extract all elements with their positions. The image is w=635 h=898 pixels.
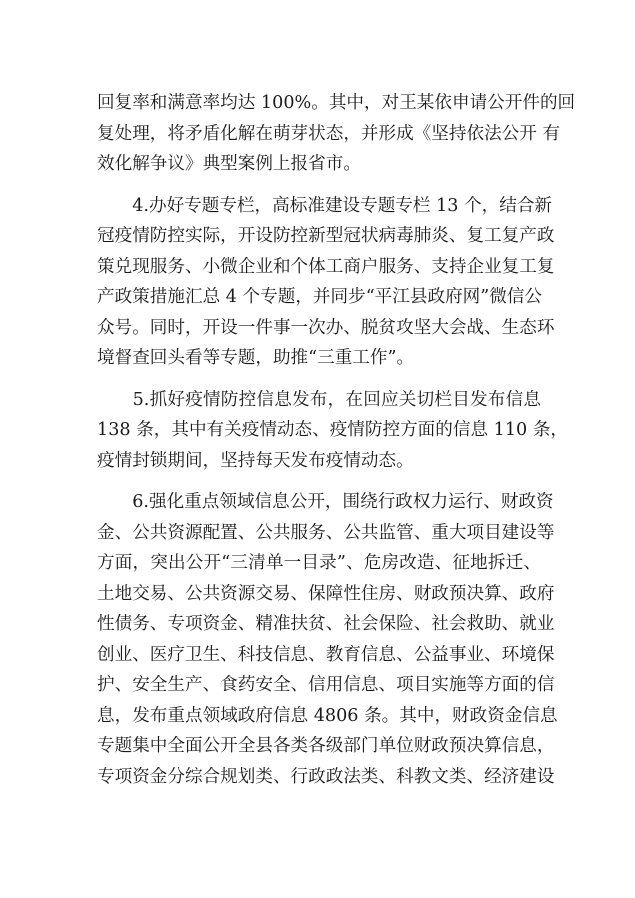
text-line: 6.强化重点领域信息公开，围绕行政权力运行、财政资 <box>97 492 554 512</box>
text-line: 金、公共资源配置、公共服务、公共监管、重大项目建设等 <box>97 522 555 543</box>
text-line: 产政策措施汇总 4 个专题，并同步“平江县政府网”微信公 <box>97 287 543 307</box>
document-body <box>97 88 576 803</box>
text-line: 策兑现服务、小微企业和个体工商户服务、支持企业复工复 <box>97 256 555 277</box>
text-line: 众号。同时，开设一件事一次办、脱贫攻坚大会战、生态环 <box>97 317 555 338</box>
text-line: 回复率和满意率均达 100%。其中，对王某依申请公开件的回 <box>97 93 576 113</box>
paragraph-item-6 <box>97 487 558 792</box>
text-line: 创业、医疗卫生、科技信息、教育信息、公益事业、环境保 <box>97 644 555 665</box>
text-line: 护、安全生产、食药安全、信用信息、项目实施等方面的信 <box>97 675 555 695</box>
text-line: 专题集中全面公开全县各类各级部门单位财政预决算信息， <box>97 736 555 756</box>
text-line: 息，发布重点领域政府信息 4806 条。其中，财政资金信息 <box>97 705 558 726</box>
text-line: 专项资金分综合规划类、行政政法类、科教文类、经济建设 <box>97 766 555 787</box>
text-line: 境督查回头看等专题，助推“三重工作”。 <box>97 348 415 368</box>
text-line: 疫情封锁期间，坚持每天发布疫情动态。 <box>97 450 414 471</box>
text-line: 效化解争议》典型案例上报省市。 <box>97 154 361 174</box>
text-line: 性债务、专项资金、精准扶贫、社会保险、社会救助、就业 <box>97 614 555 634</box>
paragraph-item-4 <box>97 191 555 374</box>
paragraph-item-5 <box>97 385 569 477</box>
text-line: 4.办好专题专栏，高标准建设专题专栏 13 个，结合新 <box>97 195 553 216</box>
paragraph-continuation <box>97 88 576 180</box>
text-line: 土地交易、公共资源交易、保障性住房、财政预决算、政府 <box>97 583 555 604</box>
text-line: 138 条，其中有关疫情动态、疫情防控方面的信息 110 条， <box>97 420 569 440</box>
text-line: 复处理，将矛盾化解在萌芽状态，并形成《坚持依法公开 有 <box>97 123 561 144</box>
text-line: 方面，突出公开“三清单一目录”、危房改造、征地拆迁、 <box>97 553 541 573</box>
text-line: 5.抓好疫情防控信息发布，在回应关切栏目发布信息 <box>97 389 541 410</box>
text-line: 冠疫情防控实际，开设防控新型冠状病毒肺炎、复工复产政 <box>97 226 555 246</box>
